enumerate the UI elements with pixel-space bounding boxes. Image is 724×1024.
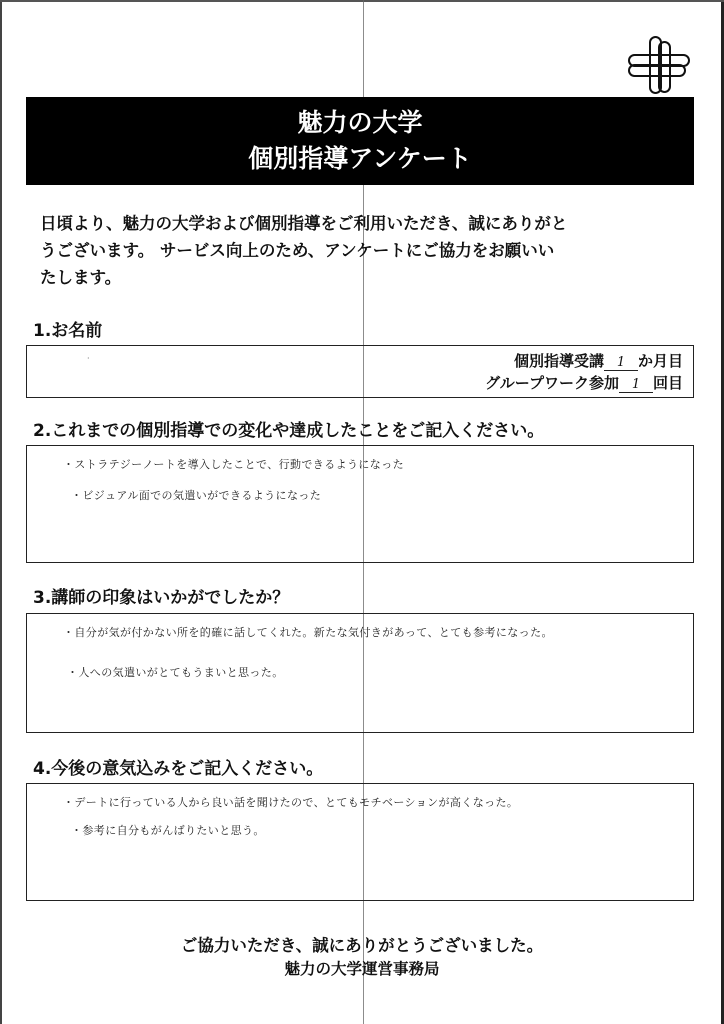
q4-answer-2: ・参考に自分もがんばりたいと思う。: [71, 824, 265, 837]
q1-label: 1.お名前: [33, 321, 103, 341]
q2-answer-2: ・ビジュアル面での気遣いができるようになった: [71, 489, 322, 502]
footer-office: 魅力の大学運営事務局: [284, 960, 440, 978]
lesson-month-row: [514, 350, 683, 371]
footer-thanks: ご協力いただき、誠にありがとうございました。: [180, 936, 544, 955]
q4-label: 4.今後の意気込みをご記入ください。: [33, 759, 324, 779]
name-field-box[interactable]: [26, 345, 694, 398]
q3-answer-2: ・人への気遣いがとてもうまいと思った。: [67, 666, 284, 679]
stray-mark: ·: [87, 354, 90, 363]
title-banner: [26, 97, 694, 185]
lesson-month-unit: か月目: [637, 352, 683, 370]
scan-edge-top: [0, 0, 724, 2]
q3-answer-1: ・自分が気が付かない所を的確に話してくれた。新たな気付きがあって、とても参考になった。: [63, 626, 553, 639]
q4-answer-1: ・デートに行っている人から良い話を聞けたので、とてもモチベーションが高くなった。: [63, 796, 519, 809]
group-work-unit: 回目: [652, 374, 683, 392]
intro-line-2: うございます。 サービス向上のため、アンケートにご協力をお願いい: [40, 241, 555, 260]
q2-label: 2.これまでの個別指導での変化や達成したことをご記入ください。: [33, 421, 545, 441]
group-work-label: グループワーク参加: [485, 374, 619, 392]
q3-answer-box[interactable]: [26, 613, 694, 733]
group-work-value[interactable]: 1: [619, 378, 653, 393]
intro-text: [40, 210, 680, 291]
scan-edge-left: [0, 0, 2, 1024]
lesson-month-value[interactable]: 1: [604, 356, 638, 371]
q4-answer-box[interactable]: [26, 783, 694, 901]
q2-answer-1: ・ストラテジーノートを導入したことで、行動できるようになった: [63, 458, 405, 471]
cross-logo-icon: [626, 34, 692, 96]
intro-line-3: たします。: [40, 268, 122, 287]
q2-answer-box[interactable]: [26, 445, 694, 563]
q3-label: 3.講師の印象はいかがでしたか？: [33, 588, 290, 608]
title-line-2: 個別指導アンケート: [248, 144, 472, 173]
intro-line-1: 日頃より、魅力の大学および個別指導をご利用いただき、誠にありがと: [40, 214, 568, 233]
title-line-1: 魅力の大学: [297, 108, 423, 137]
group-work-row: [485, 372, 683, 393]
lesson-month-label: 個別指導受講: [513, 352, 604, 370]
